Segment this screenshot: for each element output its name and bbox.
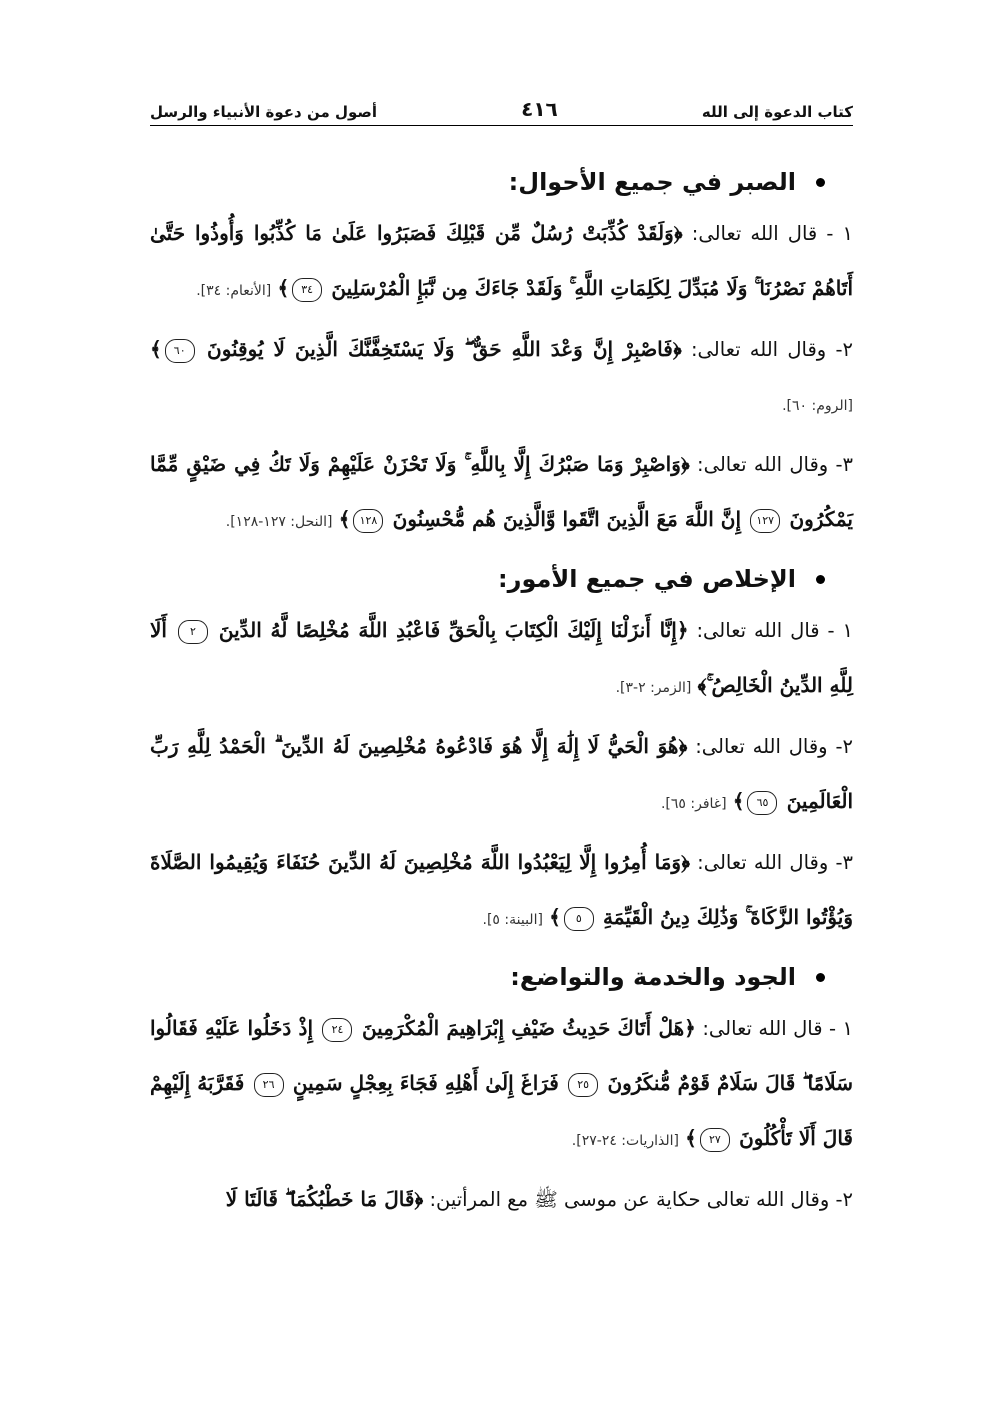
section-title: الجود والخدمة والتواضع: [150, 963, 853, 991]
reference: [البينة: ٥]. [482, 912, 543, 928]
quote-item: ١ - قال الله تعالى: ﴿إِنَّا أَنزَلْنَا إِلَيْكَ الْكِتَابَ بِالْحَقِّ فَاعْبُدِ اللَّهَ مُخْلِصًا لَّهُ الدِّينَ ٢ أَلَا لِلَّهِ الدِّينُ الْخَالِصُ ۚ﴾ [الزمر: ٢-٣]. [150, 618, 853, 697]
verse-number: ٥ [564, 907, 594, 931]
quote-item: ١ - قال الله تعالى: ﴿هَلْ أَتَاكَ حَدِيثُ ضَيْفِ إِبْرَاهِيمَ الْمُكْرَمِينَ ٢٤ إِذْ دَخَلُوا عَلَيْهِ فَقَالُوا سَلَامًا ۖ قَالَ سَلَامٌ قَوْمٌ مُّنكَرُونَ ٢٥ فَرَاغَ إِلَىٰ أَهْلِهِ فَجَاءَ بِعِجْلٍ سَمِينٍ ٢٦ فَقَرَّبَهُ إِلَيْهِمْ قَالَ أَلَا تَأْكُلُونَ ٢٧﴾ [الذاريات: ٢٤-٢٧]. [150, 1016, 853, 1150]
page-content [150, 152, 853, 1231]
reference: [الروم: ٦٠]. [782, 398, 853, 414]
verse-number: ٦٠ [165, 339, 195, 363]
reference: [الذاريات: ٢٤-٢٧]. [571, 1133, 679, 1149]
bullet-icon [816, 973, 825, 982]
reference: [غافر: ٦٥]. [660, 796, 727, 812]
quote-item: ٢- وقال الله تعالى: ﴿هُوَ الْحَيُّ لَا إِلَٰهَ إِلَّا هُوَ فَادْعُوهُ مُخْلِصِينَ لَهُ الدِّينَ ۗ الْحَمْدُ لِلَّهِ رَبِّ الْعَالَمِينَ ٦٥﴾ [غافر: ٦٥]. [150, 734, 853, 813]
quote-item: ١ - قال الله تعالى: ﴿وَلَقَدْ كُذِّبَتْ رُسُلٌ مِّن قَبْلِكَ فَصَبَرُوا عَلَىٰ مَا كُذِّبُوا وَأُوذُوا حَتَّىٰ أَتَاهُمْ نَصْرُنَا ۚ وَلَا مُبَدِّلَ لِكَلِمَاتِ اللَّهِ ۚ وَلَقَدْ جَاءَكَ مِن نَّبَإِ الْمُرْسَلِينَ ٣٤﴾ [الأنعام: ٣٤]. [150, 221, 853, 300]
verse-number: ٢ [178, 620, 208, 644]
verse-number: ١٢٧ [750, 509, 780, 533]
verse-number: ٢٧ [700, 1128, 730, 1152]
section-title: الإخلاص في جميع الأمور: [150, 565, 853, 593]
header-chapter-title: أصول من دعوة الأنبياء والرسل [150, 103, 378, 121]
section-title: الصبر في جميع الأحوال: [150, 168, 853, 196]
page-number: ٤١٦ [521, 97, 558, 121]
verse-number: ٦٥ [747, 791, 777, 815]
bullet-icon [816, 575, 825, 584]
reference: [الأنعام: ٣٤]. [196, 283, 272, 299]
reference: [الزمر: ٢-٣]. [615, 680, 692, 696]
verse-number: ٢٥ [568, 1073, 598, 1097]
reference: [النحل: ١٢٧-١٢٨]. [225, 514, 333, 530]
header-book-title: كتاب الدعوة إلى الله [701, 103, 853, 121]
verse-number: ٢٤ [322, 1018, 352, 1042]
quote-item: ٢- وقال الله تعالى: ﴿فَاصْبِرْ إِنَّ وَعْدَ اللَّهِ حَقٌّ ۖ وَلَا يَسْتَخِفَّنَّكَ الَّذِينَ لَا يُوقِنُونَ ٦٠﴾ [الروم: ٦٠]. [150, 337, 853, 414]
verse-number: ١٢٨ [353, 509, 383, 533]
quote-item: ٣- وقال الله تعالى: ﴿وَمَا أُمِرُوا إِلَّا لِيَعْبُدُوا اللَّهَ مُخْلِصِينَ لَهُ الدِّينَ حُنَفَاءَ وَيُقِيمُوا الصَّلَاةَ وَيُؤْتُوا الزَّكَاةَ ۚ وَذَٰلِكَ دِينُ الْقَيِّمَةِ ٥﴾ [البينة: ٥]. [150, 850, 853, 929]
quote-item: ٣- وقال الله تعالى: ﴿وَاصْبِرْ وَمَا صَبْرُكَ إِلَّا بِاللَّهِ ۚ وَلَا تَحْزَنْ عَلَيْهِمْ وَلَا تَكُ فِي ضَيْقٍ مِّمَّا يَمْكُرُونَ ١٢٧ إِنَّ اللَّهَ مَعَ الَّذِينَ اتَّقَوا وَّالَّذِينَ هُم مُّحْسِنُونَ ١٢٨﴾ [النحل: ١٢٧-١٢٨]. [150, 452, 853, 531]
quote-item: ٢- وقال الله تعالى حكاية عن موسى ﷺ مع المرأتين: ﴿قَالَ مَا خَطْبُكُمَا ۖ قَالَتَا لَا [225, 1187, 853, 1211]
verse-number: ٢٦ [254, 1073, 284, 1097]
page-header [150, 92, 853, 126]
verse-number: ٣٤ [292, 278, 322, 302]
bullet-icon [816, 178, 825, 187]
